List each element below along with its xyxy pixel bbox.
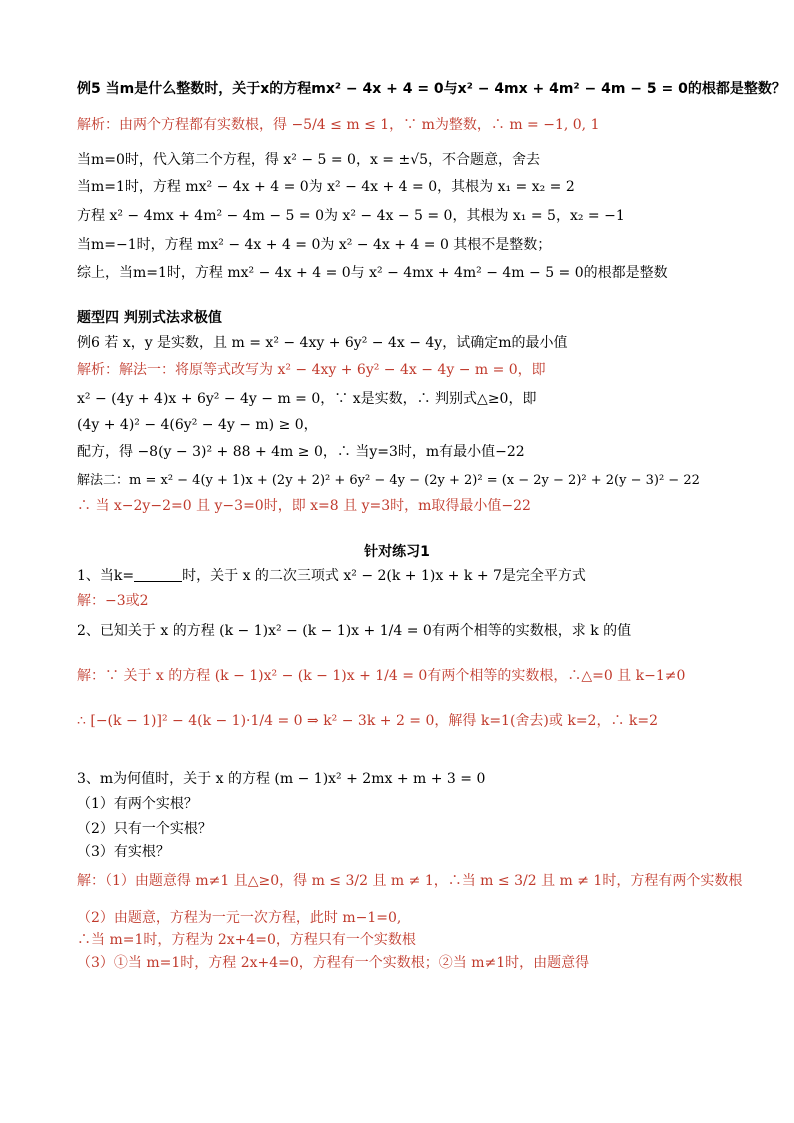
practice-q2: 2、已知关于 x 的方程 (k − 1)x² − (k − 1)x + 1/4 = 0有两个相等的实数根，求 k 的值 bbox=[77, 623, 632, 639]
example6-solution1-a: 解析：解法一：将原等式改写为 x² − 4xy + 6y² − 4x − 4y − m = 0，即 bbox=[77, 362, 546, 378]
example6-solution2-b: ∴ 当 x−2y−2=0 且 y−3=0时，即 x=8 且 y=3时，m取得最小值−22 bbox=[77, 498, 531, 514]
practice-q3: 3、m为何值时，关于 x 的方程 (m − 1)x² + 2mx + m + 3 = 0 bbox=[77, 771, 486, 787]
practice-a3-part1: 解：（1）由题意得 m≠1 且△≥0，得 m ≤ 3/2 且 m ≠ 1，∴当 m ≤ 3/2 且 m ≠ 1时，方程有两个实数根 bbox=[77, 873, 743, 889]
practice-q1-suffix: 时，关于 x 的二次三项式 x² − 2(k + 1)x + k + 7是完全平方式 bbox=[182, 568, 586, 584]
practice-q3-part1: （1）有两个实根？ bbox=[77, 796, 198, 812]
practice-a1: 解：−3或2 bbox=[77, 593, 149, 609]
example5-analysis: 解析：由两个方程都有实数根，得 −5/4 ≤ m ≤ 1，∵ m为整数，∴ m = −1, 0, 1 bbox=[77, 117, 600, 133]
example5-case-m1-second: 方程 x² − 4mx + 4m² − 4m − 5 = 0为 x² − 4x − 5 = 0，其根为 x₁ = 5，x₂ = −1 bbox=[77, 208, 625, 224]
practice-a3-part2-a: （2）由题意，方程为一元一次方程，此时 m−1=0, bbox=[77, 910, 402, 926]
practice-q1 bbox=[77, 567, 754, 585]
example6-solution1-d: 配方，得 −8(y − 3)² + 88 + 4m ≥ 0，∴ 当y=3时，m有最小值−22 bbox=[77, 444, 525, 460]
practice-q1-prefix: 1、当k= bbox=[77, 568, 135, 584]
practice-a2-line2: ∴ [−(k − 1)]² − 4(k − 1)·1/4 = 0 ⇒ k² − 3k + 2 = 0，解得 k=1(舍去)或 k=2，∴ k=2 bbox=[77, 713, 659, 729]
example6-solution1-b: x² − (4y + 4)x + 6y² − 4y − m = 0，∵ x是实数，∴ 判别式△≥0，即 bbox=[77, 391, 537, 407]
practice-q3-part3: （3）有实根？ bbox=[77, 844, 170, 860]
example5-case-m0: 当m=0时，代入第二个方程，得 x² − 5 = 0，x = ±√5，不合题意，舍去 bbox=[77, 152, 541, 168]
example6-solution2-a: 解法二：m = x² − 4(y + 1)x + (2y + 2)² + 6y² − 4y − (2y + 2)² = (x − 2y − 2)² + 2(y − 3)² − 22 bbox=[77, 473, 700, 488]
example5-question: 例5 当m是什么整数时，关于x的方程mx² − 4x + 4 = 0与x² − 4mx + 4m² − 4m − 5 = 0的根都是整数？ bbox=[77, 81, 786, 97]
practice-a3-part3: （3）①当 m=1时，方程 2x+4=0，方程有一个实数根；②当 m≠1时，由题意得 bbox=[77, 955, 590, 971]
practice-title: 针对练习1 bbox=[364, 544, 430, 560]
practice-q3-part2: （2）只有一个实根？ bbox=[77, 821, 212, 837]
practice-a3-part2-b: ∴当 m=1时，方程为 2x+4=0，方程只有一个实数根 bbox=[77, 932, 416, 948]
type4-heading: 题型四 判别式法求极值 bbox=[77, 310, 222, 326]
answer-blank bbox=[134, 567, 182, 582]
practice-a2-line1: 解：∵ 关于 x 的方程 (k − 1)x² − (k − 1)x + 1/4 = 0有两个相等的实数根，∴△=0 且 k−1≠0 bbox=[77, 668, 686, 684]
example6-question: 例6 若 x，y 是实数，且 m = x² − 4xy + 6y² − 4x − 4y，试确定m的最小值 bbox=[77, 335, 568, 351]
example5-case-mneg1: 当m=−1时，方程 mx² − 4x + 4 = 0为 x² − 4x + 4 = 0 其根不是整数； bbox=[77, 237, 552, 253]
example5-case-m1: 当m=1时，方程 mx² − 4x + 4 = 0为 x² − 4x + 4 = 0，其根为 x₁ = x₂ = 2 bbox=[77, 179, 575, 195]
example6-solution1-c: (4y + 4)² − 4(6y² − 4y − m) ≥ 0， bbox=[77, 417, 318, 433]
example5-conclusion: 综上，当m=1时，方程 mx² − 4x + 4 = 0与 x² − 4mx + 4m² − 4m − 5 = 0的根都是整数 bbox=[77, 265, 668, 281]
